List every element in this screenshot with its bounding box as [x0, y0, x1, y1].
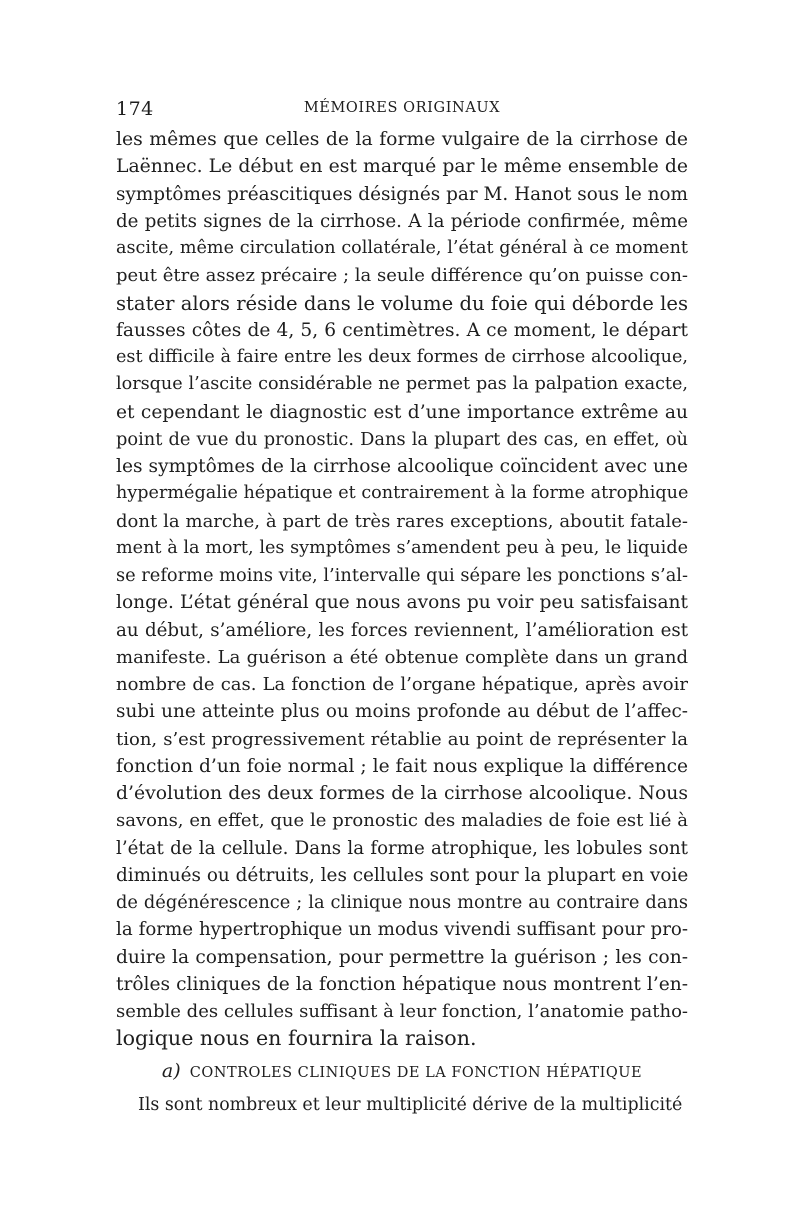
text-line: manifeste. La guérison a été obtenue complète dans un grand [116, 646, 688, 668]
text-line: fausses côtes de 4, 5, 6 centimètres. A ce moment, le départ [116, 319, 688, 341]
text-line: se reforme moins vite, l’intervalle qui sépare les ponctions s’al- [116, 565, 688, 586]
text-line: stater alors réside dans le volume du foie qui déborde les [116, 291, 688, 315]
text-line: est difficile à faire entre les deux formes de cirrhose alcoolique, [116, 347, 688, 367]
closing-line: Ils sont nombreux et leur multiplicité dérive de la multiplicité [138, 1095, 683, 1115]
text-line: fonction d’un foie normal ; le fait nous explique la différence [116, 755, 688, 777]
text-line: ment à la mort, les symptômes s’amendent peu à peu, le liquide [116, 537, 688, 558]
text-line: Laënnec. Le début en est marqué par le même ensemble de [116, 156, 688, 178]
text-line: hypermégalie hépatique et contrairement à la forme atrophique [116, 483, 689, 504]
text-line: diminués ou détruits, les cellules sont pour la plupart en voie [116, 864, 689, 886]
section-marker: a) [161, 1060, 181, 1082]
text-line: semble des cellules suffisant à leur fonction, l’anatomie patho- [116, 1001, 688, 1022]
running-title: MÉMOIRES ORIGINAUX [303, 100, 501, 116]
text-line: la forme hypertrophique un modus vivendi suffisant pour pro- [116, 919, 688, 941]
text-line: les symptômes de la cirrhose alcoolique coïncident avec une [116, 456, 688, 477]
text-line: peut être assez précaire ; la seule différence qu’on puisse con- [116, 265, 688, 287]
text-line: de petits signes de la cirrhose. A la période confirmée, même [116, 210, 688, 232]
text-line: nombre de cas. La fonction de l’organe hépatique, après avoir [116, 674, 688, 695]
text-line: savons, en effet, que le pronostic des maladies de foie est lié à [116, 810, 688, 832]
section-heading [116, 1060, 688, 1082]
text-line: duire la compensation, pour permettre la guérison ; les con- [116, 946, 688, 968]
text-line: trôles cliniques de la fonction hépatique nous montrent l’en- [116, 973, 688, 995]
body-paragraph [116, 126, 688, 1053]
text-line: les mêmes que celles de la forme vulgaire de la cirrhose de [116, 129, 688, 150]
running-head [116, 98, 688, 122]
text-line: ascite, même circulation collatérale, l’état général à ce moment [116, 238, 688, 258]
text-line: subi une atteinte plus ou moins profonde au début de l’affec- [116, 701, 688, 723]
page-number: 174 [116, 98, 154, 120]
section-heading-text: CONTROLES CLINIQUES DE LA FONCTION HÉPATIQUE [189, 1065, 643, 1081]
text-line: au début, s’améliore, les forces reviennent, l’amélioration est [116, 619, 688, 641]
text-line: symptômes préascitiques désignés par M. Hanot sous le nom [116, 183, 688, 205]
text-line: d’évolution des deux formes de la cirrhose alcoolique. Nous [116, 783, 688, 804]
text-line: lorsque l’ascite considérable ne permet pas la palpation exacte, [116, 374, 688, 395]
text-line: longe. L’état général que nous avons pu voir peu satisfaisant [116, 592, 688, 614]
text-line: de dégénérescence ; la clinique nous montre au contraire dans [116, 892, 688, 913]
text-line: logique nous en fournira la raison. [116, 1026, 477, 1051]
text-line: point de vue du pronostic. Dans la plupart des cas, en effet, où [116, 428, 688, 450]
text-line: l’état de la cellule. Dans la forme atrophique, les lobules sont [116, 837, 688, 859]
text-line: dont la marche, à part de très rares exceptions, aboutit fatale- [116, 510, 688, 532]
text-line: tion, s’est progressivement rétablie au point de représenter la [116, 728, 688, 750]
text-line: et cependant le diagnostic est d’une importance extrême au [116, 401, 688, 423]
